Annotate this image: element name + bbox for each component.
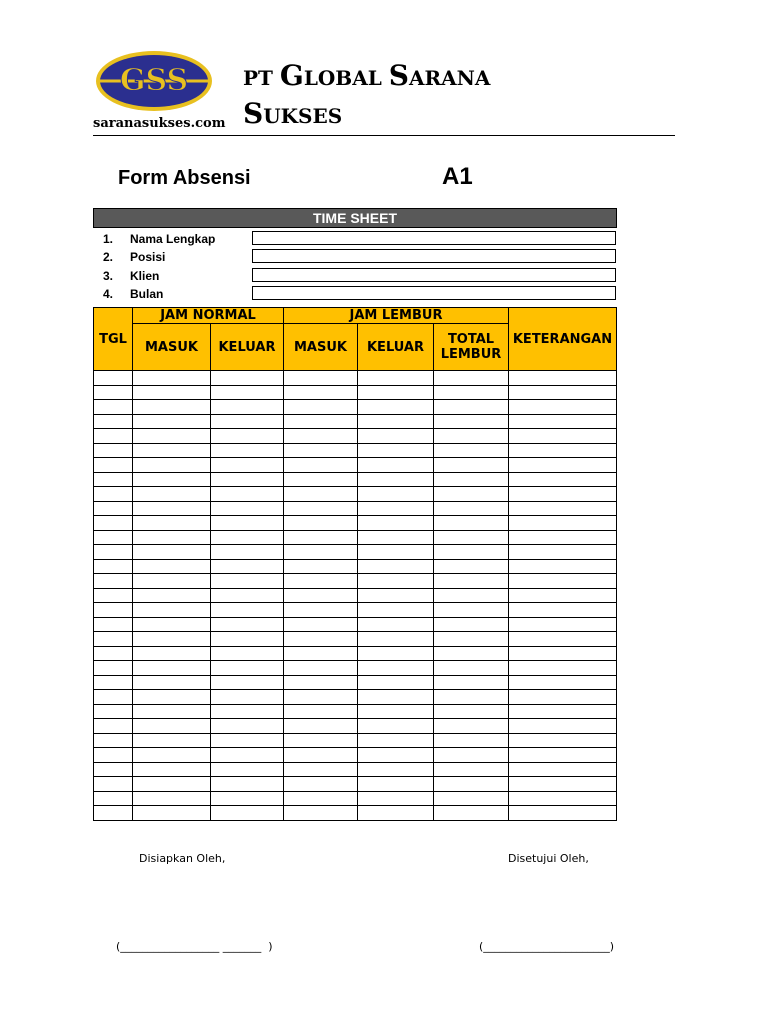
table-cell[interactable] [434,603,509,618]
nama-lengkap-field[interactable] [252,231,616,245]
col-header-normal-keluar: KELUAR [211,324,284,371]
table-row [94,632,617,647]
field-number: 1. [102,232,113,246]
table-cell[interactable] [358,472,434,487]
table-cell[interactable] [284,574,358,589]
table-cell[interactable] [133,443,211,458]
table-cell[interactable] [509,762,617,777]
table-cell[interactable] [434,443,509,458]
table-cell[interactable] [358,762,434,777]
klien-field[interactable] [252,268,616,282]
table-cell[interactable] [284,762,358,777]
table-cell[interactable] [94,704,133,719]
table-cell[interactable] [284,646,358,661]
table-row [94,704,617,719]
table-cell[interactable] [358,617,434,632]
table-cell[interactable] [284,371,358,386]
table-cell[interactable] [211,748,284,763]
table-cell[interactable] [284,516,358,531]
table-cell[interactable] [284,458,358,473]
table-cell[interactable] [211,530,284,545]
table-cell[interactable] [284,719,358,734]
table-cell[interactable] [284,545,358,560]
table-cell[interactable] [133,748,211,763]
table-cell[interactable] [284,675,358,690]
table-cell[interactable] [284,632,358,647]
table-row [94,719,617,734]
table-cell[interactable] [284,487,358,502]
table-cell[interactable] [434,661,509,676]
table-row [94,661,617,676]
table-cell[interactable] [509,704,617,719]
table-cell[interactable] [94,791,133,806]
table-cell[interactable] [509,661,617,676]
table-cell[interactable] [284,603,358,618]
table-cell[interactable] [509,748,617,763]
table-cell[interactable] [509,617,617,632]
field-label-bulan: Bulan [130,287,164,301]
table-cell[interactable] [94,516,133,531]
table-cell[interactable] [211,574,284,589]
table-cell[interactable] [509,414,617,429]
table-cell[interactable] [358,501,434,516]
table-cell[interactable] [211,371,284,386]
table-row [94,516,617,531]
table-row [94,617,617,632]
table-cell[interactable] [509,719,617,734]
table-cell[interactable] [358,530,434,545]
table-cell[interactable] [94,385,133,400]
table-cell[interactable] [509,574,617,589]
table-cell[interactable] [94,487,133,502]
table-cell[interactable] [284,733,358,748]
timesheet-title-bar: TIME SHEET [93,208,617,228]
table-cell[interactable] [358,400,434,415]
col-header-lembur-masuk: MASUK [284,324,358,371]
table-cell[interactable] [434,719,509,734]
table-cell[interactable] [94,400,133,415]
group-header-jam-lembur: JAM LEMBUR [284,308,509,324]
table-cell[interactable] [284,414,358,429]
table-cell[interactable] [94,690,133,705]
table-cell[interactable] [94,458,133,473]
table-cell[interactable] [94,617,133,632]
table-cell[interactable] [434,487,509,502]
table-cell[interactable] [133,574,211,589]
table-cell[interactable] [509,501,617,516]
table-cell[interactable] [94,429,133,444]
table-cell[interactable] [211,617,284,632]
table-cell[interactable] [94,719,133,734]
table-cell[interactable] [284,791,358,806]
table-cell[interactable] [133,400,211,415]
table-cell[interactable] [434,458,509,473]
table-cell[interactable] [509,458,617,473]
table-row [94,487,617,502]
table-row [94,791,617,806]
table-cell[interactable] [284,661,358,676]
table-cell[interactable] [509,733,617,748]
table-row [94,385,617,400]
table-cell[interactable] [133,617,211,632]
table-cell[interactable] [358,704,434,719]
table-cell[interactable] [133,646,211,661]
table-cell[interactable] [358,588,434,603]
table-cell[interactable] [434,429,509,444]
table-cell[interactable] [358,690,434,705]
table-cell[interactable] [94,559,133,574]
table-cell[interactable] [133,733,211,748]
table-cell[interactable] [434,530,509,545]
table-cell[interactable] [284,472,358,487]
table-cell[interactable] [434,733,509,748]
table-cell[interactable] [211,632,284,647]
table-cell[interactable] [509,545,617,560]
company-website: saranasukses.com [93,116,226,131]
table-cell[interactable] [133,371,211,386]
table-cell[interactable] [434,762,509,777]
table-cell[interactable] [358,574,434,589]
table-cell[interactable] [284,530,358,545]
table-cell[interactable] [211,516,284,531]
table-cell[interactable] [358,371,434,386]
table-row [94,690,617,705]
table-cell[interactable] [284,617,358,632]
table-cell[interactable] [211,501,284,516]
table-cell[interactable] [358,429,434,444]
table-cell[interactable] [133,530,211,545]
table-cell[interactable] [358,748,434,763]
table-row [94,400,617,415]
table-cell[interactable] [133,806,211,821]
table-cell[interactable] [94,371,133,386]
table-cell[interactable] [509,806,617,821]
table-cell[interactable] [211,675,284,690]
table-cell[interactable] [434,545,509,560]
table-row [94,501,617,516]
table-row [94,603,617,618]
table-row [94,472,617,487]
table-cell[interactable] [133,661,211,676]
table-row [94,443,617,458]
table-row [94,748,617,763]
table-cell[interactable] [358,675,434,690]
table-cell[interactable] [509,777,617,792]
field-number: 3. [102,269,113,283]
table-cell[interactable] [94,733,133,748]
table-cell[interactable] [509,791,617,806]
form-title: Form Absensi [118,167,251,189]
table-cell[interactable] [358,733,434,748]
table-cell[interactable] [133,690,211,705]
header-divider [93,135,675,136]
table-cell[interactable] [358,559,434,574]
field-number: 4. [102,287,113,301]
table-row [94,559,617,574]
posisi-field[interactable] [252,249,616,263]
table-cell[interactable] [133,632,211,647]
company-logo [94,50,214,112]
table-cell[interactable] [211,443,284,458]
table-cell[interactable] [434,385,509,400]
table-cell[interactable] [509,385,617,400]
table-cell[interactable] [284,690,358,705]
bulan-field[interactable] [252,286,616,300]
field-label-nama: Nama Lengkap [130,232,216,246]
company-name: PT GLOBAL SARANA SUKSES [243,59,491,130]
table-cell[interactable] [434,371,509,386]
table-cell[interactable] [94,501,133,516]
table-cell[interactable] [133,414,211,429]
table-row [94,777,617,792]
col-header-normal-masuk: MASUK [133,324,211,371]
col-header-total-lembur: TOTAL LEMBUR [434,324,509,371]
table-cell[interactable] [211,719,284,734]
field-label-klien: Klien [130,269,160,283]
logo-text: GSS [119,63,189,98]
table-cell[interactable] [94,777,133,792]
table-cell[interactable] [211,559,284,574]
table-cell[interactable] [133,704,211,719]
col-header-lembur-keluar: KELUAR [358,324,434,371]
table-cell[interactable] [434,400,509,415]
prepared-by-signature-line[interactable]: (__________________ _______ ) [116,940,273,953]
table-cell[interactable] [211,588,284,603]
table-cell[interactable] [284,400,358,415]
table-cell[interactable] [211,400,284,415]
table-cell[interactable] [509,646,617,661]
table-cell[interactable] [133,385,211,400]
table-row [94,762,617,777]
table-cell[interactable] [509,690,617,705]
field-label-posisi: Posisi [130,250,166,264]
table-cell[interactable] [211,733,284,748]
table-cell[interactable] [133,777,211,792]
table-cell[interactable] [284,385,358,400]
table-cell[interactable] [133,719,211,734]
table-cell[interactable] [211,777,284,792]
table-cell[interactable] [133,545,211,560]
table-cell[interactable] [358,545,434,560]
table-cell[interactable] [509,429,617,444]
field-number: 2. [102,250,113,264]
table-cell[interactable] [434,559,509,574]
table-cell[interactable] [434,748,509,763]
table-cell[interactable] [434,791,509,806]
table-cell[interactable] [509,487,617,502]
table-cell[interactable] [358,661,434,676]
table-cell[interactable] [434,806,509,821]
table-cell[interactable] [133,588,211,603]
table-cell[interactable] [211,603,284,618]
attendance-table [93,307,617,821]
table-row [94,371,617,386]
table-cell[interactable] [358,777,434,792]
table-cell[interactable] [434,574,509,589]
table-cell[interactable] [94,545,133,560]
table-cell[interactable] [358,443,434,458]
form-code: A1 [442,163,473,190]
table-row [94,414,617,429]
table-cell[interactable] [358,487,434,502]
table-row [94,806,617,821]
table-cell[interactable] [358,516,434,531]
table-cell[interactable] [133,501,211,516]
table-row [94,458,617,473]
table-cell[interactable] [133,791,211,806]
table-cell[interactable] [284,443,358,458]
table-cell[interactable] [211,646,284,661]
table-cell[interactable] [133,429,211,444]
table-cell[interactable] [94,806,133,821]
table-cell[interactable] [284,704,358,719]
table-cell[interactable] [211,704,284,719]
table-cell[interactable] [358,603,434,618]
table-cell[interactable] [284,501,358,516]
table-row [94,588,617,603]
table-cell[interactable] [211,385,284,400]
table-cell[interactable] [133,559,211,574]
table-cell[interactable] [509,588,617,603]
table-cell[interactable] [211,690,284,705]
table-row [94,545,617,560]
table-cell[interactable] [133,603,211,618]
table-row [94,530,617,545]
table-cell[interactable] [358,719,434,734]
table-row [94,646,617,661]
table-row [94,675,617,690]
table-cell[interactable] [509,675,617,690]
table-cell[interactable] [94,588,133,603]
table-cell[interactable] [509,443,617,458]
table-cell[interactable] [211,762,284,777]
table-cell[interactable] [358,385,434,400]
attendance-rows [94,371,617,821]
table-cell[interactable] [284,748,358,763]
table-cell[interactable] [358,414,434,429]
col-header-tgl: TGL [94,308,133,371]
table-cell[interactable] [94,632,133,647]
table-cell[interactable] [94,661,133,676]
table-cell[interactable] [211,545,284,560]
table-cell[interactable] [358,646,434,661]
table-cell[interactable] [94,472,133,487]
table-cell[interactable] [133,458,211,473]
table-cell[interactable] [434,777,509,792]
table-cell[interactable] [358,632,434,647]
table-cell[interactable] [509,632,617,647]
table-cell[interactable] [94,646,133,661]
table-cell[interactable] [434,588,509,603]
table-cell[interactable] [94,748,133,763]
table-cell[interactable] [133,487,211,502]
table-cell[interactable] [211,806,284,821]
table-cell[interactable] [284,559,358,574]
table-cell[interactable] [434,501,509,516]
table-row [94,429,617,444]
table-cell[interactable] [434,704,509,719]
table-row [94,733,617,748]
table-cell[interactable] [133,516,211,531]
group-header-jam-normal: JAM NORMAL [133,308,284,324]
col-header-keterangan: KETERANGAN [509,308,617,371]
table-cell[interactable] [509,559,617,574]
table-cell[interactable] [358,791,434,806]
table-cell[interactable] [358,806,434,821]
table-cell[interactable] [509,472,617,487]
table-cell[interactable] [211,791,284,806]
table-cell[interactable] [434,472,509,487]
table-cell[interactable] [94,443,133,458]
table-cell[interactable] [434,675,509,690]
table-cell[interactable] [434,690,509,705]
approved-by-label: Disetujui Oleh, [508,852,589,865]
table-cell[interactable] [509,371,617,386]
table-cell[interactable] [211,661,284,676]
table-cell[interactable] [133,472,211,487]
table-cell[interactable] [434,632,509,647]
table-row [94,574,617,589]
table-cell[interactable] [133,762,211,777]
table-cell[interactable] [211,472,284,487]
table-cell[interactable] [509,603,617,618]
table-cell[interactable] [94,603,133,618]
table-cell[interactable] [211,487,284,502]
table-cell[interactable] [211,429,284,444]
table-cell[interactable] [94,530,133,545]
table-cell[interactable] [94,762,133,777]
table-cell[interactable] [284,588,358,603]
table-cell[interactable] [284,429,358,444]
table-cell[interactable] [94,414,133,429]
table-cell[interactable] [509,530,617,545]
table-cell[interactable] [434,414,509,429]
table-cell[interactable] [434,617,509,632]
table-cell[interactable] [94,574,133,589]
approved-by-signature-line[interactable]: (_______________________) [479,940,615,953]
table-cell[interactable] [434,646,509,661]
table-cell[interactable] [133,675,211,690]
table-cell[interactable] [284,777,358,792]
table-cell[interactable] [211,458,284,473]
table-cell[interactable] [509,400,617,415]
table-cell[interactable] [358,458,434,473]
table-cell[interactable] [509,516,617,531]
prepared-by-label: Disiapkan Oleh, [139,852,226,865]
table-cell[interactable] [211,414,284,429]
table-cell[interactable] [434,516,509,531]
table-cell[interactable] [94,675,133,690]
table-cell[interactable] [284,806,358,821]
